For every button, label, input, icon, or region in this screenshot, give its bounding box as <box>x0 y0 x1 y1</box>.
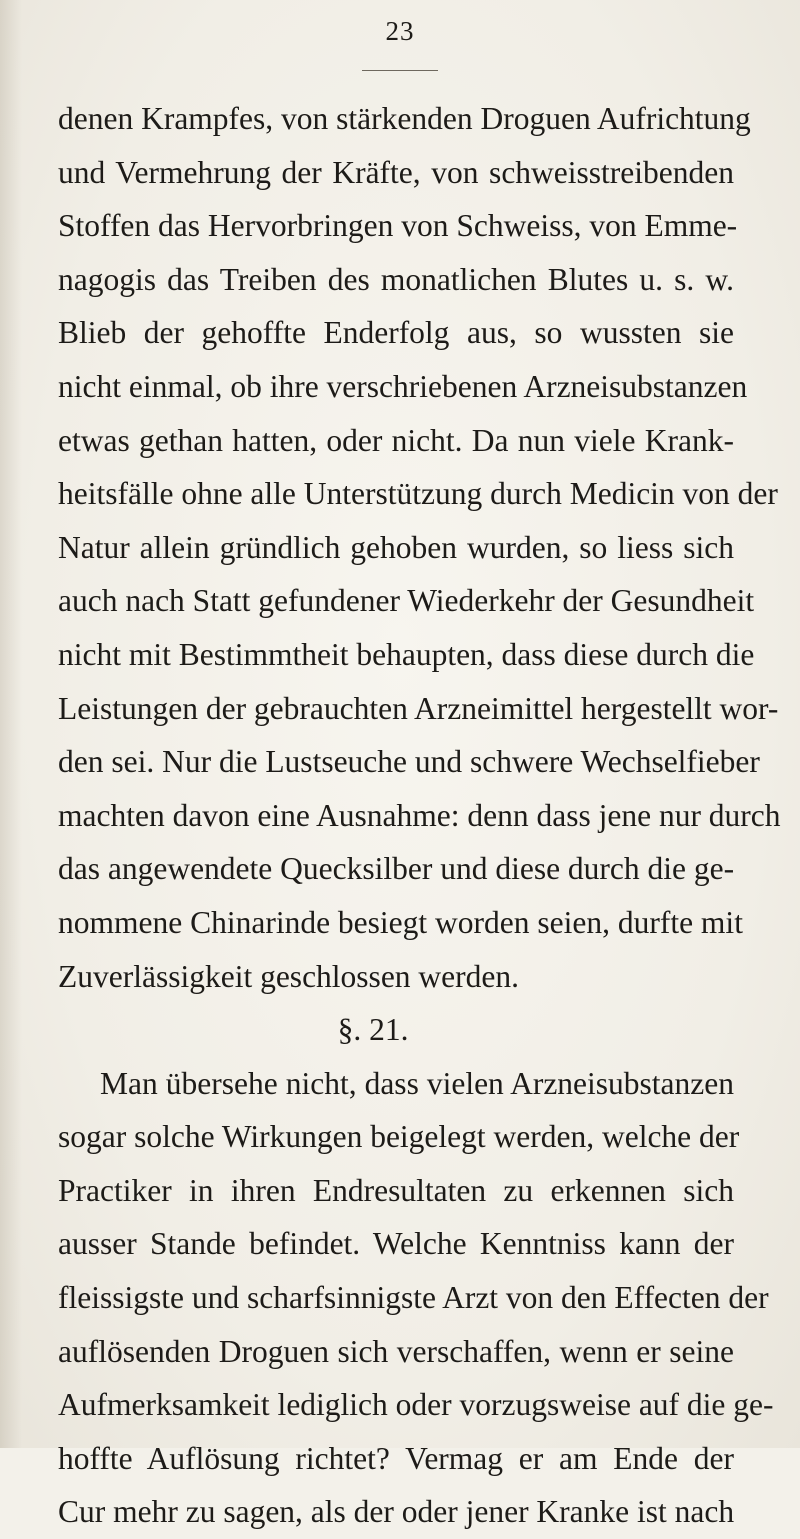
text-line: nicht mit Bestimmtheit behaupten, dass diese durch die <box>58 636 755 672</box>
text-line: ausser Stande befindet. Welche Kenntniss kann der <box>58 1226 734 1262</box>
text-line: Zuverlässigkeit geschlossen werden. <box>58 958 519 994</box>
text-line: auflösenden Droguen sich verschaffen, wenn er seine <box>58 1333 734 1369</box>
text-line: den sei. Nur die Lustseuche und schwere Wechselfieber <box>58 744 760 780</box>
text-line: Practiker in ihren Endresultaten zu erkennen sich <box>58 1172 734 1208</box>
section-heading: §. 21. <box>337 1012 409 1048</box>
text-line: nicht einmal, ob ihre verschriebenen Arzneisubstanzen <box>58 368 748 404</box>
text-line: hoffte Auflösung richtet? Vermag er am Ende der <box>58 1440 734 1476</box>
text-line: sogar solche Wirkungen beigelegt werden, welche der <box>58 1119 740 1155</box>
page-number: 23 <box>385 16 415 46</box>
text-line: das angewendete Quecksilber und diese durch die ge- <box>58 851 735 887</box>
text-line: Leistungen der gebrauchten Arzneimittel hergestellt wor- <box>58 690 779 726</box>
text-line: Blieb der gehoffte Enderfolg aus, so wussten sie <box>58 315 734 351</box>
body-text <box>58 92 781 1539</box>
text-line: nagogis das Treiben des monatlichen Blutes u. s. w. <box>58 261 734 297</box>
text-line: auch nach Statt gefundener Wiederkehr der Gesundheit <box>58 583 755 619</box>
page-gutter-shadow <box>0 0 22 1448</box>
text-line: Aufmerksamkeit lediglich oder vorzugsweise auf die ge- <box>58 1387 774 1423</box>
text-line: nommene Chinarinde besiegt worden seien, durfte mit <box>58 904 743 940</box>
text-line: und Vermehrung der Kräfte, von schweisstreibenden <box>58 154 734 190</box>
text-line: etwas gethan hatten, oder nicht. Da nun viele Krank- <box>58 422 734 458</box>
paragraph-1 <box>58 92 781 1003</box>
text-line: Man übersehe nicht, dass vielen Arzneisubstanzen <box>100 1065 734 1101</box>
text-line: Stoffen das Hervorbringen von Schweiss, von Emme- <box>58 208 738 244</box>
page-number-rule <box>362 70 438 71</box>
text-line: fleissigste und scharfsinnigste Arzt von den Effecten der <box>58 1280 769 1316</box>
text-line: heitsfälle ohne alle Unterstützung durch Medicin von der <box>58 476 778 512</box>
text-line: Natur allein gründlich gehoben wurden, so liess sich <box>58 529 734 565</box>
text-line: denen Krampfes, von stärkenden Droguen Aufrichtung <box>58 101 751 136</box>
text-line: machten davon eine Ausnahme: denn dass jene nur durch <box>58 797 781 833</box>
paragraph-2 <box>58 1057 774 1539</box>
text-line: Cur mehr zu sagen, als der oder jener Kranke ist nach <box>58 1494 735 1530</box>
